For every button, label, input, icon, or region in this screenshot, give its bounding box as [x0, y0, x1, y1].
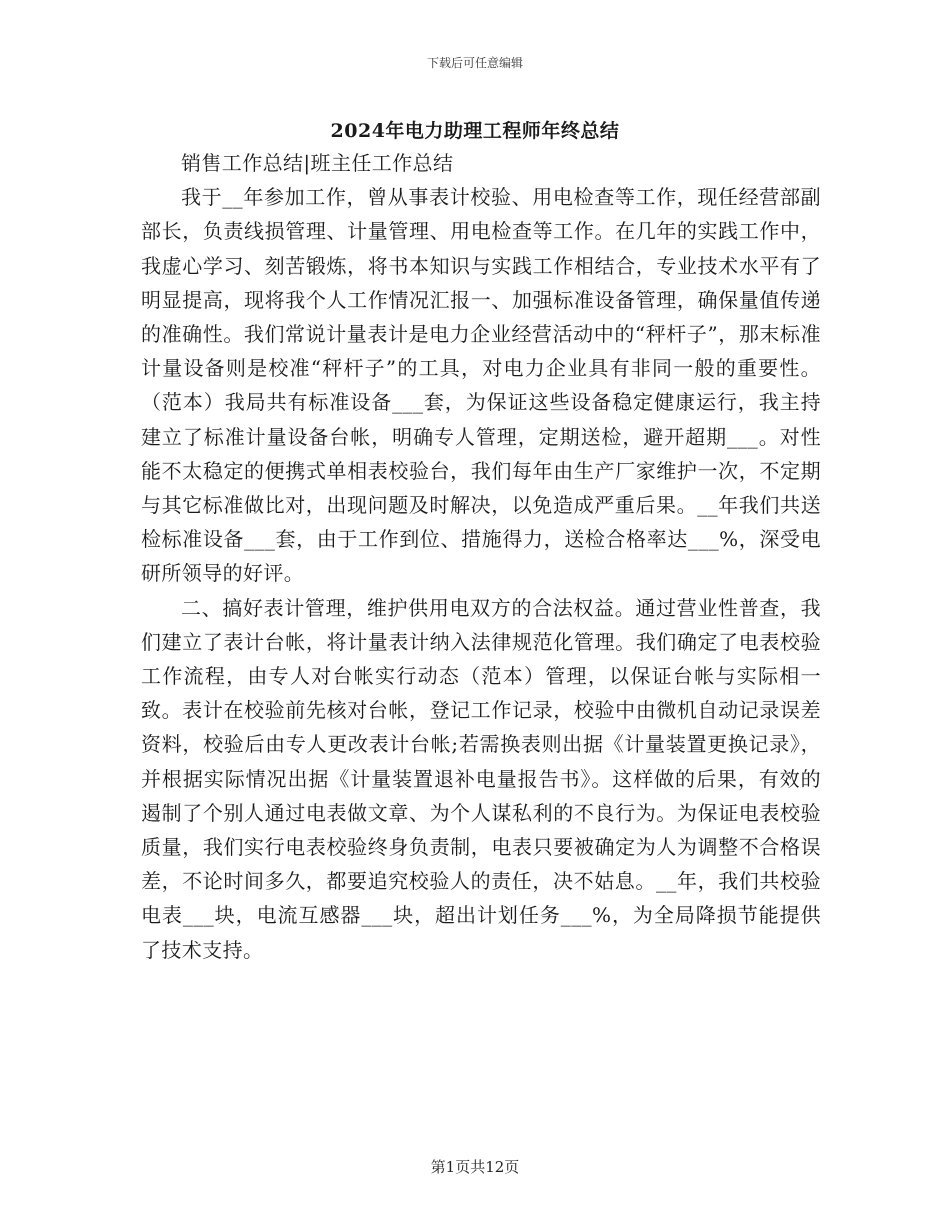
- header-note: 下载后可任意编辑: [426, 56, 523, 70]
- subtitle-line: 销售工作总结|班主任工作总结: [181, 151, 454, 175]
- document-body: [141, 146, 821, 967]
- document-title: 2024年电力助理工程师年终总结: [330, 120, 620, 142]
- paragraph-2: 二、搞好表计管理，维护供用电双方的合法权益。通过营业性普查，我们建立了表计台帐，将计量表计纳入法律规范化管理。我们确定了电表校验工作流程，由专人对台帐实行动态（范本）管理，以保证台帐与实际相一致。表计在校验前先核对台帐，登记工作记录，校验中由微机自动记录误差资料，校验后由专人更改表计台帐;若需换表则出据《计量装置更换记录》，并根据实际情况出据《计量装置退补电量报告书》。这样做的后果，有效的遏制了个别人通过电表做文章、为个人谋私利的不良行为。为保证电表校验质量，我们实行电表校验终身负责制，电表只要被确定为人为调整不合格误差，不论时间多久，都要追究校验人的责任，决不姑息。__年，我们共校验电表___块，电流互感器___块，超出计划任务___%，为全局降损节能提供了技术支持。: [141, 595, 821, 962]
- paragraph-1: 我于__年参加工作，曾从事表计校验、用电检查等工作，现任经营部副部长，负责线损管理、计量管理、用电检查等工作。在几年的实践工作中，我虚心学习、刻苦锻炼，将书本知识与实践工作相结合，专业技术水平有了明显提高，现将我个人工作情况汇报一、加强标准设备管理，确保量值传递的准确性。我们常说计量表计是电力企业经营活动中的“秤杆子”，那末标准计量设备则是校准“秤杆子”的工具，对电力企业具有非同一般的重要性。（范本）我局共有标准设备___套，为保证这些设备稳定健康运行，我主持建立了标准计量设备台帐，明确专人管理，定期送检，避开超期___。对性能不太稳定的便携式单相表校验台，我们每年由生产厂家维护一次，不定期与其它标准做比对，出现问题及时解决，以免造成严重后果。__年我们共送检标准设备___套，由于工作到位、措施得力，送检合格率达___%，深受电研所领导的好评。: [141, 185, 821, 586]
- page-number: 第1页共12页: [430, 1158, 520, 1176]
